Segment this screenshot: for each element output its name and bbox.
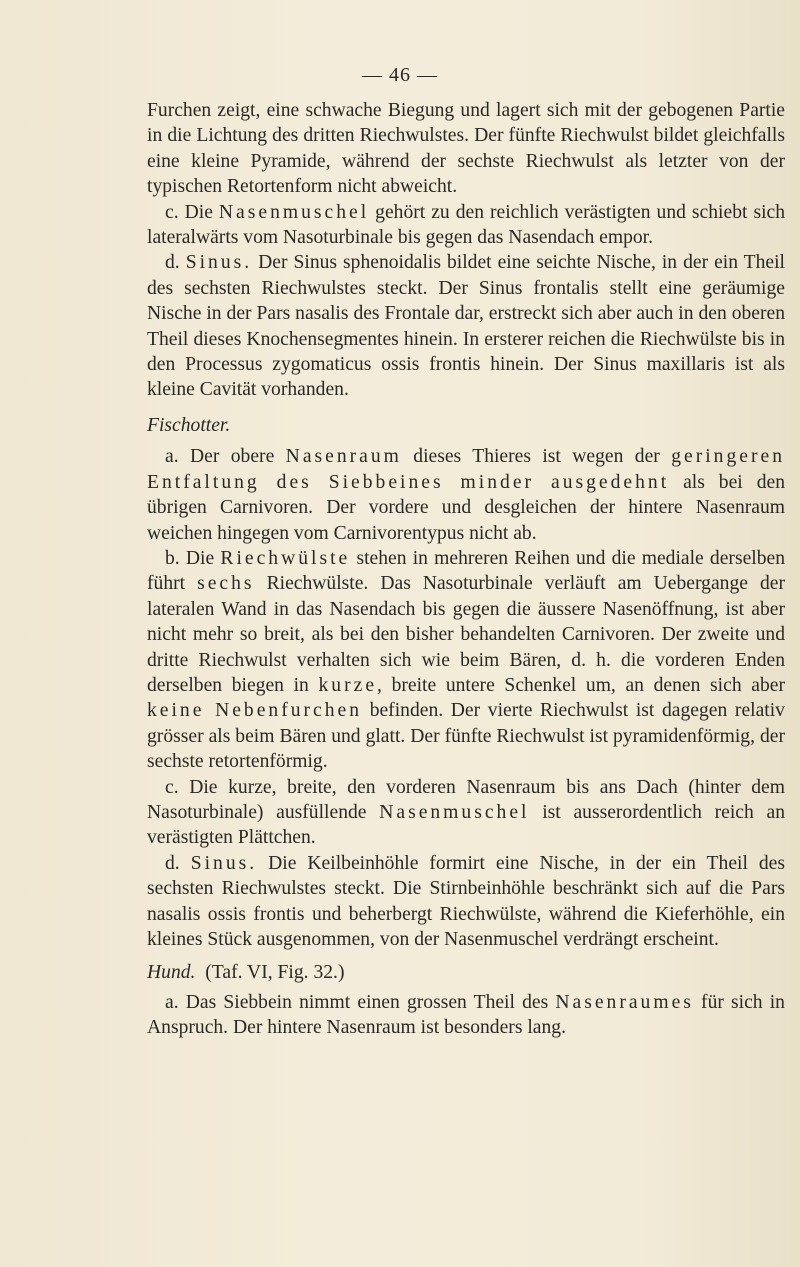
spaced-term: Sinus. bbox=[185, 252, 253, 274]
paragraph bbox=[147, 250, 785, 402]
spaced-term: Nasenraumes bbox=[555, 991, 694, 1013]
text-run: Riechwülste. Das Nasoturbinale verläuft am Uebergange der lateralen Wand in das Nasendach bis gegen die äussere Nasenöffnung, ist aber nicht mehr so breit, als bei den bisher behandelten Carnivoren. Der zweite und dritte Riechwulst verhalten sich wie beim Bären, d. h. die vorderen Enden derselben biegen in bbox=[147, 573, 785, 696]
spaced-term: Nasenmuschel bbox=[379, 801, 530, 823]
spaced-term: sechs bbox=[197, 573, 255, 595]
spaced-term: keine Nebenfurchen bbox=[147, 700, 363, 722]
text-run: d. bbox=[165, 852, 191, 874]
spaced-term: Riechwülste bbox=[220, 547, 351, 569]
text-run: d. bbox=[165, 252, 186, 274]
paragraph bbox=[147, 200, 785, 251]
paragraph bbox=[147, 98, 785, 200]
text-run: Die Keilbeinhöhle formirt eine Nische, in der ein Theil des sechsten Riechwulstes steckt. Die Stirnbeinhöhle beschränkt sich auf die Pars nasalis ossis frontis und beherbergt Riechwülste, während die Kieferhöhle, ein kleines Stück ausgenommen, von der Nasenmuschel verdrängt erscheint. bbox=[147, 852, 786, 950]
body-text bbox=[147, 98, 785, 1041]
text-run: c. Die kurze, breite, den vorderen Nasenraum bis ans Dach (hinter dem Nasoturbinale) ausfüllende bbox=[147, 776, 785, 823]
paragraph bbox=[147, 851, 785, 953]
spaced-term: Sinus. bbox=[190, 852, 258, 874]
spaced-term: geringeren Entfaltung des Siebbeines minder ausgedehnt bbox=[147, 446, 785, 493]
text-run: stehen in mehreren Reihen und die mediale derselben führt bbox=[147, 547, 785, 595]
spaced-term: kurze bbox=[318, 674, 378, 696]
text-run: gehört zu den reichlich verästigten und schiebt sich lateralwärts vom Nasoturbinale bis gegen das Nasendach empor. bbox=[147, 201, 786, 249]
text-run: a. Der obere bbox=[165, 446, 286, 468]
text-run: a. Das Siebbein nimmt einen grossen Theil des bbox=[165, 991, 556, 1013]
section-heading: Fischotter. bbox=[147, 414, 231, 436]
text-run: b. Die bbox=[165, 547, 221, 569]
text-run: Furchen zeigt, eine schwache Biegung und lagert sich mit der gebogenen Partie in die Lichtung des dritten Riechwulstes. Der fünfte Riechwulst bildet gleichfalls eine kleine Pyramide, während der sechste Riechwulst als letzter von der typischen Retortenform nicht abweicht. bbox=[147, 100, 785, 198]
heading-plate-reference: (Taf. VI, Fig. 32.) bbox=[195, 962, 345, 984]
text-run: ist ausserordentlich reich an verästigten Plättchen. bbox=[147, 801, 785, 849]
text-run: c. Die bbox=[165, 201, 219, 223]
heading-species: Hund. bbox=[147, 962, 196, 984]
spaced-term: Nasenmuschel bbox=[218, 201, 370, 223]
paragraph bbox=[147, 546, 785, 775]
paragraph bbox=[147, 444, 785, 546]
text-run: Der Sinus sphenoidalis bildet eine seichte Nische, in der ein Theil des sechsten Riechwulstes steckt. Der Sinus frontalis stellt eine geräumige Nische in der Pars nasalis des Frontale dar, erstreckt sich aber auch in den oberen Theil dieses Knochensegmentes hinein. In ersterer reichen die Riechwülste bis in den Processus zygomaticus ossis frontis hinein. Der Sinus maxillaris ist als kleine Cavität vorhanden. bbox=[147, 252, 786, 401]
page-number: — 46 — bbox=[362, 64, 438, 86]
text-run: befinden. Der vierte Riechwulst ist dagegen relativ grösser als beim Bären und glatt. Der fünfte Riechwulst ist pyramidenförmig, der sechste retortenförmig. bbox=[147, 700, 785, 773]
section-heading bbox=[147, 960, 785, 985]
text-run: als bei den übrigen Carnivoren. Der vordere und desgleichen der hintere Nasenraum weichen hingegen vom Carnivorentypus nicht ab. bbox=[147, 471, 785, 544]
paragraph bbox=[147, 775, 785, 851]
text-run: für sich in Anspruch. Der hintere Nasenraum ist besonders lang. bbox=[147, 991, 785, 1039]
text-run: , breite untere Schenkel um, an denen sich aber bbox=[377, 674, 785, 696]
spaced-term: Nasenraum bbox=[285, 446, 402, 468]
paragraph bbox=[147, 990, 785, 1041]
text-run: dieses Thieres ist wegen der bbox=[401, 446, 672, 468]
